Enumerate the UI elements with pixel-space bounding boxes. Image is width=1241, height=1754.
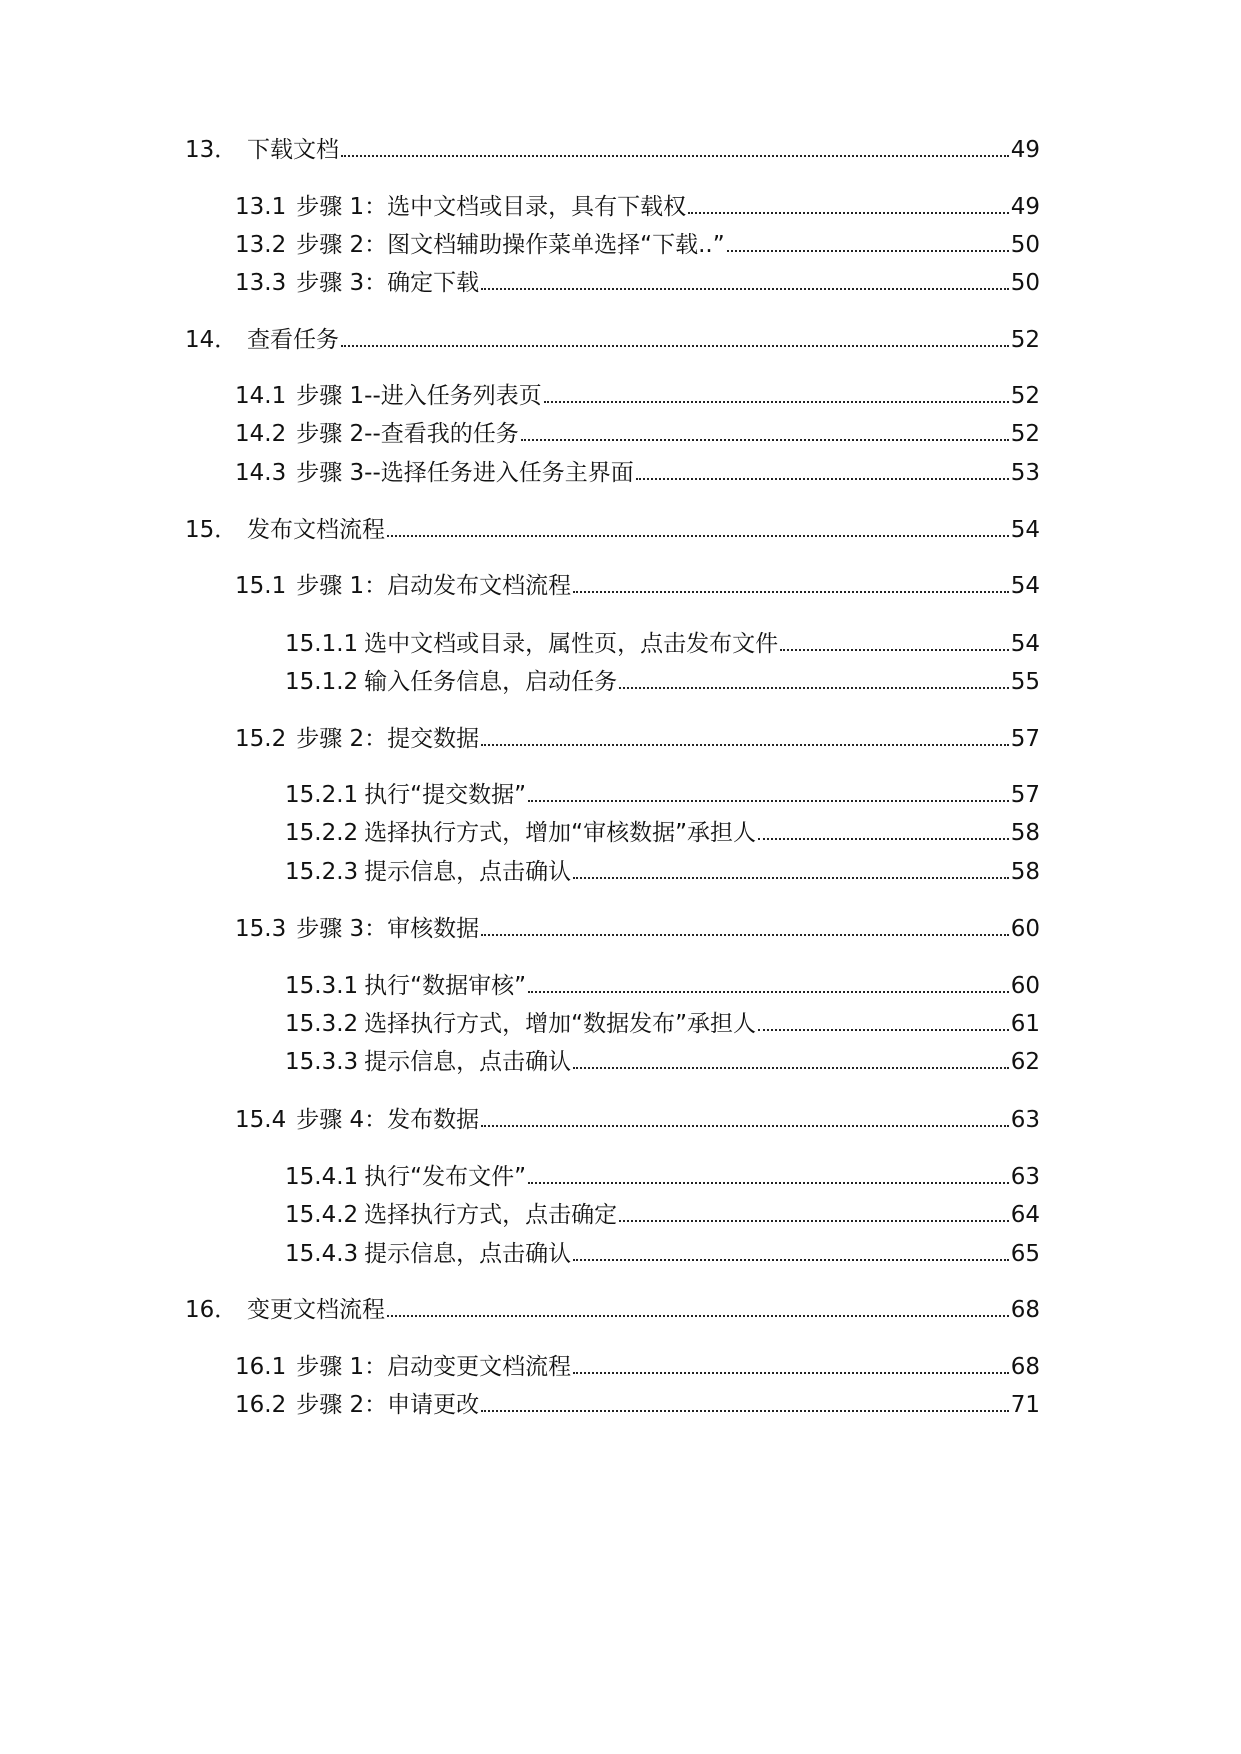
- toc-dot-leader: [573, 591, 1009, 593]
- toc-dot-leader: [528, 800, 1009, 802]
- toc-entry-page-number: 57: [1010, 726, 1040, 752]
- toc-entry-number: 13．: [185, 137, 238, 163]
- toc-dot-leader: [387, 1315, 1009, 1317]
- toc-entry-page-number: 71: [1010, 1392, 1040, 1418]
- toc-entry[interactable]: [185, 1292, 1040, 1324]
- toc-dot-leader: [481, 288, 1009, 290]
- toc-dot-leader: [544, 401, 1009, 403]
- toc-entry-number: 16．: [185, 1297, 238, 1323]
- toc-entry-number: 15.3: [235, 916, 287, 942]
- toc-entry-page-number: 68: [1010, 1297, 1040, 1323]
- toc-entry-page-number: 58: [1010, 859, 1040, 885]
- toc-dot-leader: [727, 250, 1009, 252]
- toc-entry-number: 15.3.2: [285, 1011, 359, 1037]
- toc-dot-leader: [780, 649, 1009, 651]
- toc-entry[interactable]: [235, 189, 1040, 221]
- toc-dot-leader: [521, 439, 1009, 441]
- toc-entry-page-number: 63: [1010, 1107, 1040, 1133]
- toc-entry-number: 14.1: [235, 383, 287, 409]
- toc-entry-page-number: 57: [1010, 782, 1040, 808]
- toc-entry-page-number: 50: [1010, 232, 1040, 258]
- toc-entry-page-number: 64: [1010, 1202, 1040, 1228]
- toc-entry-title: 步骤 2--查看我的任务: [296, 421, 519, 447]
- toc-entry-number: 15.4.3: [285, 1241, 359, 1267]
- toc-dot-leader: [341, 345, 1009, 347]
- toc-entry-title: 执行“提交数据”: [364, 782, 526, 808]
- toc-entry[interactable]: [285, 1044, 1040, 1076]
- toc-entry-title: 发布文档流程: [247, 517, 385, 543]
- toc-dot-leader: [573, 1259, 1009, 1261]
- toc-entry-title: 提示信息，点击确认: [364, 1049, 572, 1075]
- toc-entry-title: 步骤 2：图文档辅助操作菜单选择“下载..”: [296, 232, 725, 258]
- toc-entry-number: 13.3: [235, 270, 287, 296]
- toc-entry[interactable]: [235, 1349, 1040, 1381]
- toc-entry[interactable]: [235, 265, 1040, 297]
- toc-entry-number: 13.2: [235, 232, 287, 258]
- toc-entry-page-number: 61: [1010, 1011, 1040, 1037]
- toc-entry-number: 16.1: [235, 1354, 287, 1380]
- toc-dot-leader: [481, 744, 1009, 746]
- toc-dot-leader: [636, 478, 1009, 480]
- toc-entry-title: 步骤 3：审核数据: [296, 916, 480, 942]
- toc-entry-page-number: 52: [1010, 383, 1040, 409]
- toc-entry[interactable]: [285, 815, 1040, 847]
- toc-entry-title: 选择执行方式，点击确定: [364, 1202, 618, 1228]
- toc-entry-title: 步骤 3：确定下载: [296, 270, 480, 296]
- toc-entry-number: 15．: [185, 517, 238, 543]
- toc-entry-page-number: 54: [1010, 631, 1040, 657]
- toc-entry-number: 14．: [185, 327, 238, 353]
- toc-entry-title: 下载文档: [247, 137, 339, 163]
- toc-entry-title: 变更文档流程: [247, 1297, 385, 1323]
- toc-dot-leader: [341, 155, 1009, 157]
- toc-entry[interactable]: [285, 664, 1040, 696]
- toc-entry[interactable]: [285, 1236, 1040, 1268]
- toc-entry[interactable]: [185, 512, 1040, 544]
- toc-entry-page-number: 52: [1010, 421, 1040, 447]
- toc-entry-page-number: 54: [1010, 573, 1040, 599]
- toc-dot-leader: [573, 877, 1009, 879]
- toc-entry[interactable]: [235, 568, 1040, 600]
- toc-entry-title: 查看任务: [247, 327, 339, 353]
- toc-entry-title: 执行“数据审核”: [364, 973, 526, 999]
- toc-entry[interactable]: [235, 1387, 1040, 1419]
- toc-dot-leader: [481, 934, 1009, 936]
- toc-entry-number: 15.3.3: [285, 1049, 359, 1075]
- toc-entry-title: 步骤 1--进入任务列表页: [296, 383, 542, 409]
- toc-entry-page-number: 53: [1010, 460, 1040, 486]
- toc-entry-page-number: 50: [1010, 270, 1040, 296]
- toc-entry-title: 提示信息，点击确认: [364, 859, 572, 885]
- toc-entry[interactable]: [235, 227, 1040, 259]
- toc-entry[interactable]: [235, 1102, 1040, 1134]
- toc-entry-title: 步骤 2：申请更改: [296, 1392, 480, 1418]
- toc-entry-number: 15.4.2: [285, 1202, 359, 1228]
- toc-entry[interactable]: [235, 378, 1040, 410]
- toc-entry[interactable]: [285, 854, 1040, 886]
- toc-entry-number: 15.4: [235, 1107, 287, 1133]
- toc-entry-number: 15.1: [235, 573, 287, 599]
- toc-entry-title: 输入任务信息，启动任务: [364, 669, 618, 695]
- toc-entry-page-number: 58: [1010, 820, 1040, 846]
- toc-entry-title: 步骤 1：启动变更文档流程: [296, 1354, 572, 1380]
- toc-dot-leader: [688, 212, 1009, 214]
- toc-entry-number: 15.1.2: [285, 669, 359, 695]
- toc-entry-page-number: 60: [1010, 916, 1040, 942]
- toc-dot-leader: [528, 1182, 1009, 1184]
- toc-entry-title: 步骤 1：选中文档或目录，具有下载权: [296, 194, 687, 220]
- toc-entry-title: 执行“发布文件”: [364, 1164, 526, 1190]
- toc-entry[interactable]: [285, 777, 1040, 809]
- toc-entry-number: 15.3.1: [285, 973, 359, 999]
- toc-entry-number: 16.2: [235, 1392, 287, 1418]
- toc-entry-title: 提示信息，点击确认: [364, 1241, 572, 1267]
- toc-dot-leader: [481, 1410, 1009, 1412]
- toc-entry[interactable]: [285, 1197, 1040, 1229]
- toc-entry-page-number: 55: [1010, 669, 1040, 695]
- toc-entry[interactable]: [285, 1159, 1040, 1191]
- toc-entry-title: 步骤 2：提交数据: [296, 726, 480, 752]
- toc-entry-number: 15.4.1: [285, 1164, 359, 1190]
- toc-entry-title: 选中文档或目录，属性页，点击发布文件: [364, 631, 779, 657]
- toc-entry[interactable]: [285, 626, 1040, 658]
- toc-dot-leader: [758, 1029, 1009, 1031]
- toc-entry[interactable]: [185, 132, 1040, 164]
- toc-entry-title: 步骤 3--选择任务进入任务主界面: [296, 460, 634, 486]
- toc-dot-leader: [387, 535, 1009, 537]
- toc-entry-number: 13.1: [235, 194, 287, 220]
- toc-entry-page-number: 49: [1010, 194, 1040, 220]
- toc-entry[interactable]: [185, 322, 1040, 354]
- toc-entry-number: 15.1.1: [285, 631, 359, 657]
- toc-entry-number: 15.2.2: [285, 820, 359, 846]
- toc-entry-page-number: 49: [1010, 137, 1040, 163]
- toc-entry[interactable]: [235, 911, 1040, 943]
- toc-entry-title: 步骤 1：启动发布文档流程: [296, 573, 572, 599]
- toc-entry-page-number: 65: [1010, 1241, 1040, 1267]
- toc-entry-number: 15.2: [235, 726, 287, 752]
- toc-entry-page-number: 68: [1010, 1354, 1040, 1380]
- toc-dot-leader: [619, 1220, 1009, 1222]
- toc-entry-page-number: 63: [1010, 1164, 1040, 1190]
- toc-dot-leader: [619, 687, 1009, 689]
- toc-dot-leader: [528, 991, 1009, 993]
- toc-entry-title: 步骤 4：发布数据: [296, 1107, 480, 1133]
- toc-dot-leader: [481, 1125, 1009, 1127]
- toc-entry[interactable]: [285, 1006, 1040, 1038]
- toc-entry[interactable]: [235, 721, 1040, 753]
- toc-entry-page-number: 52: [1010, 327, 1040, 353]
- toc-entry[interactable]: [235, 455, 1040, 487]
- toc-entry[interactable]: [285, 968, 1040, 1000]
- toc-entry-page-number: 54: [1010, 517, 1040, 543]
- toc-entry-number: 14.2: [235, 421, 287, 447]
- toc-entry-page-number: 60: [1010, 973, 1040, 999]
- toc-dot-leader: [758, 838, 1009, 840]
- toc-entry[interactable]: [235, 416, 1040, 448]
- toc-entry-title: 选择执行方式，增加“数据发布”承担人: [364, 1011, 756, 1037]
- toc-dot-leader: [573, 1372, 1009, 1374]
- toc-entry-number: 14.3: [235, 460, 287, 486]
- toc-entry-page-number: 62: [1010, 1049, 1040, 1075]
- toc-dot-leader: [573, 1067, 1009, 1069]
- toc-entry-number: 15.2.1: [285, 782, 359, 808]
- toc-entry-number: 15.2.3: [285, 859, 359, 885]
- toc-entry-title: 选择执行方式，增加“审核数据”承担人: [364, 820, 756, 846]
